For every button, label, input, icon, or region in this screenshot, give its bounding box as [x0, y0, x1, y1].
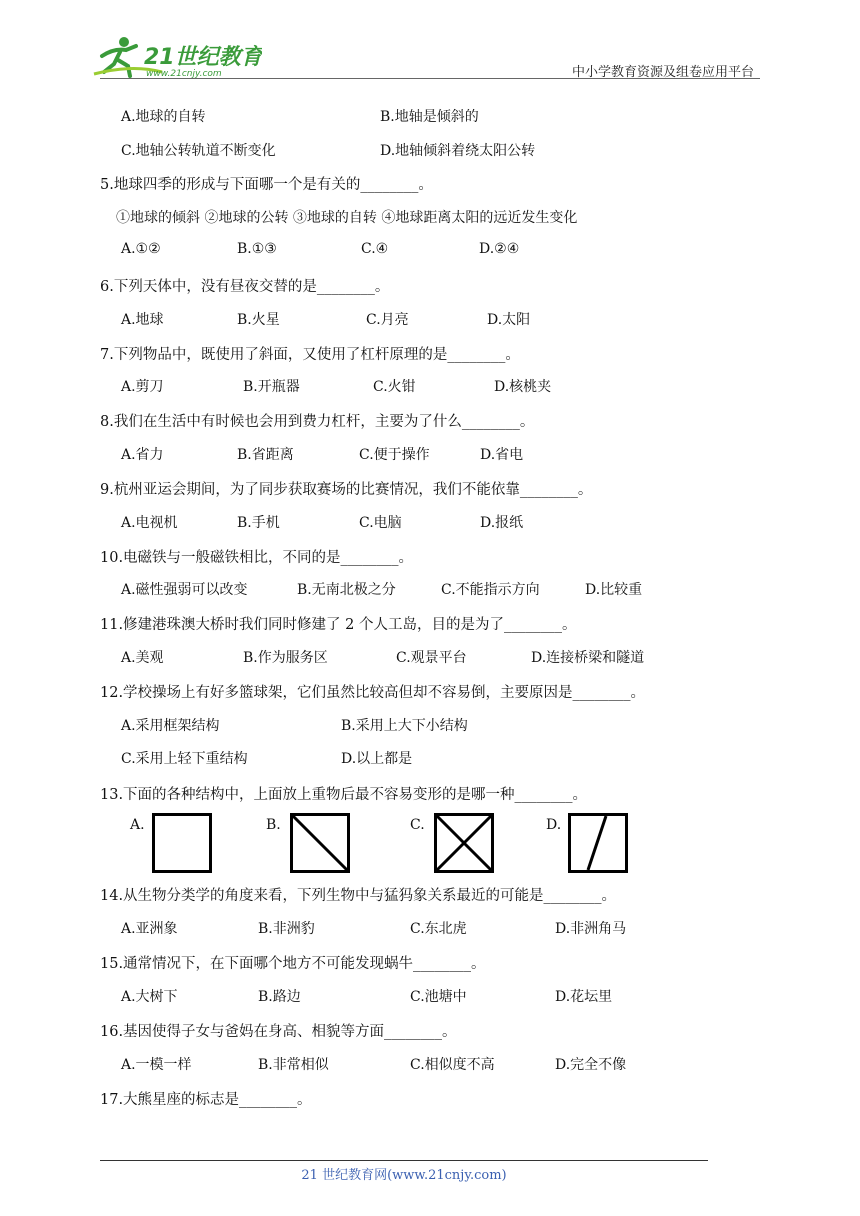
- answer-option: C.便于操作: [359, 447, 430, 463]
- answer-option: A.: [130, 817, 145, 833]
- answer-option: C.不能指示方向: [441, 582, 540, 598]
- answer-option: A.大树下: [121, 989, 178, 1005]
- answer-option: A.采用框架结构: [121, 718, 220, 734]
- diagonal-brace: [292, 815, 348, 871]
- answer-option: A.剪刀: [121, 379, 164, 395]
- answer-option: B.开瓶器: [243, 379, 300, 395]
- header-platform-name: 中小学教育资源及组卷应用平台: [572, 65, 755, 80]
- question-stem: 12.学校操场上有好多篮球架，它们虽然比较高但却不容易倒，主要原因是________。: [100, 685, 646, 701]
- answer-option: B.非洲豹: [258, 921, 315, 937]
- question-stem: 15.通常情况下，在下面哪个地方不可能发现蜗牛________。: [100, 956, 486, 972]
- question-stem: 7.下列物品中，既使用了斜面，又使用了杠杆原理的是________。: [100, 347, 520, 363]
- answer-option: A.地球: [121, 312, 164, 328]
- question-stem: 9.杭州亚运会期间，为了同步获取赛场的比赛情况，我们不能依靠________。: [100, 482, 593, 498]
- figure-a-square: [152, 813, 212, 873]
- answer-option: A.一模一样: [121, 1057, 192, 1073]
- answer-option: C.相似度不高: [410, 1057, 495, 1073]
- runner-logo-icon: [92, 34, 262, 80]
- answer-option: ①地球的倾斜 ②地球的公转 ③地球的自转 ④地球距离太阳的远近发生变化: [116, 210, 578, 226]
- answer-option: D.核桃夹: [494, 379, 552, 395]
- answer-option: B.手机: [237, 515, 280, 531]
- answer-option: C.采用上轻下重结构: [121, 751, 248, 767]
- answer-option: A.亚洲象: [121, 921, 178, 937]
- question-stem: 17.大熊星座的标志是________。: [100, 1092, 312, 1108]
- question-stem: 14.从生物分类学的角度来看，下列生物中与猛犸象关系最近的可能是________。: [100, 888, 617, 904]
- answer-option: D.完全不像: [555, 1057, 627, 1073]
- answer-option: D.非洲角马: [555, 921, 627, 937]
- answer-option: B.作为服务区: [243, 650, 328, 666]
- answer-option: A.①②: [121, 241, 161, 257]
- answer-option: B.①③: [237, 241, 277, 257]
- figure-c-square-cross: [434, 813, 494, 873]
- answer-option: D.报纸: [480, 515, 524, 531]
- figure-b-square-one-diagonal: [290, 813, 350, 873]
- answer-option: A.电视机: [121, 515, 178, 531]
- answer-option: D.: [546, 817, 562, 833]
- answer-option: A.省力: [121, 447, 164, 463]
- answer-option: A.美观: [121, 650, 164, 666]
- footer-divider: [100, 1160, 708, 1161]
- answer-option: C.火钳: [373, 379, 416, 395]
- answer-option: D.以上都是: [341, 751, 413, 767]
- answer-option: B.非常相似: [258, 1057, 329, 1073]
- answer-option: C.东北虎: [410, 921, 467, 937]
- answer-option: C.④: [361, 241, 389, 257]
- answer-option: D.太阳: [487, 312, 531, 328]
- header-divider: [100, 78, 760, 79]
- answer-option: D.地轴倾斜着绕太阳公转: [380, 143, 536, 159]
- answer-option: C.池塘中: [410, 989, 467, 1005]
- answer-option: D.比较重: [585, 582, 643, 598]
- answer-option: B.省距离: [237, 447, 294, 463]
- logo-url: www.21cnjy.com: [146, 69, 222, 79]
- answer-option: B.路边: [258, 989, 301, 1005]
- answer-option: D.花坛里: [555, 989, 613, 1005]
- answer-option: C.电脑: [359, 515, 402, 531]
- question-stem: 10.电磁铁与一般磁铁相比，不同的是________。: [100, 550, 414, 566]
- question-stem: 8.我们在生活中有时候也会用到费力杠杆，主要为了什么________。: [100, 414, 535, 430]
- answer-option: D.②④: [479, 241, 520, 257]
- frame-square: [154, 815, 211, 872]
- answer-option: B.: [266, 817, 281, 833]
- answer-option: A.磁性强弱可以改变: [121, 582, 248, 598]
- answer-option: D.省电: [480, 447, 524, 463]
- footer-text: 21 世纪教育网(www.21cnjy.com): [301, 1168, 507, 1183]
- question-stem: 16.基因使得子女与爸妈在身高、相貌等方面________。: [100, 1024, 457, 1040]
- logo-title: 21世纪教育: [144, 45, 262, 70]
- answer-option: B.地轴是倾斜的: [380, 109, 479, 125]
- answer-option: B.采用上大下小结构: [341, 718, 468, 734]
- answer-option: D.连接桥梁和隧道: [531, 650, 645, 666]
- answer-option: A.地球的自转: [121, 109, 206, 125]
- answer-option: B.火星: [237, 312, 280, 328]
- question-stem: 5.地球四季的形成与下面哪一个是有关的________。: [100, 177, 433, 193]
- question-stem: 13.下面的各种结构中，上面放上重物后最不容易变形的是哪一种________。: [100, 787, 588, 803]
- question-stem: 6.下列天体中，没有昼夜交替的是________。: [100, 279, 390, 295]
- brand-logo: [92, 34, 262, 80]
- answer-option: C.地轴公转轨道不断变化: [121, 143, 276, 159]
- answer-option: C.观景平台: [396, 650, 467, 666]
- answer-option: C.: [410, 817, 425, 833]
- answer-option: B.无南北极之分: [297, 582, 396, 598]
- question-stem: 11.修建港珠澳大桥时我们同时修建了 2 个人工岛，目的是为了________。: [100, 617, 577, 633]
- figure-d-parallelogram-split: [568, 813, 628, 873]
- answer-option: C.月亮: [366, 312, 409, 328]
- slant-brace: [588, 816, 606, 870]
